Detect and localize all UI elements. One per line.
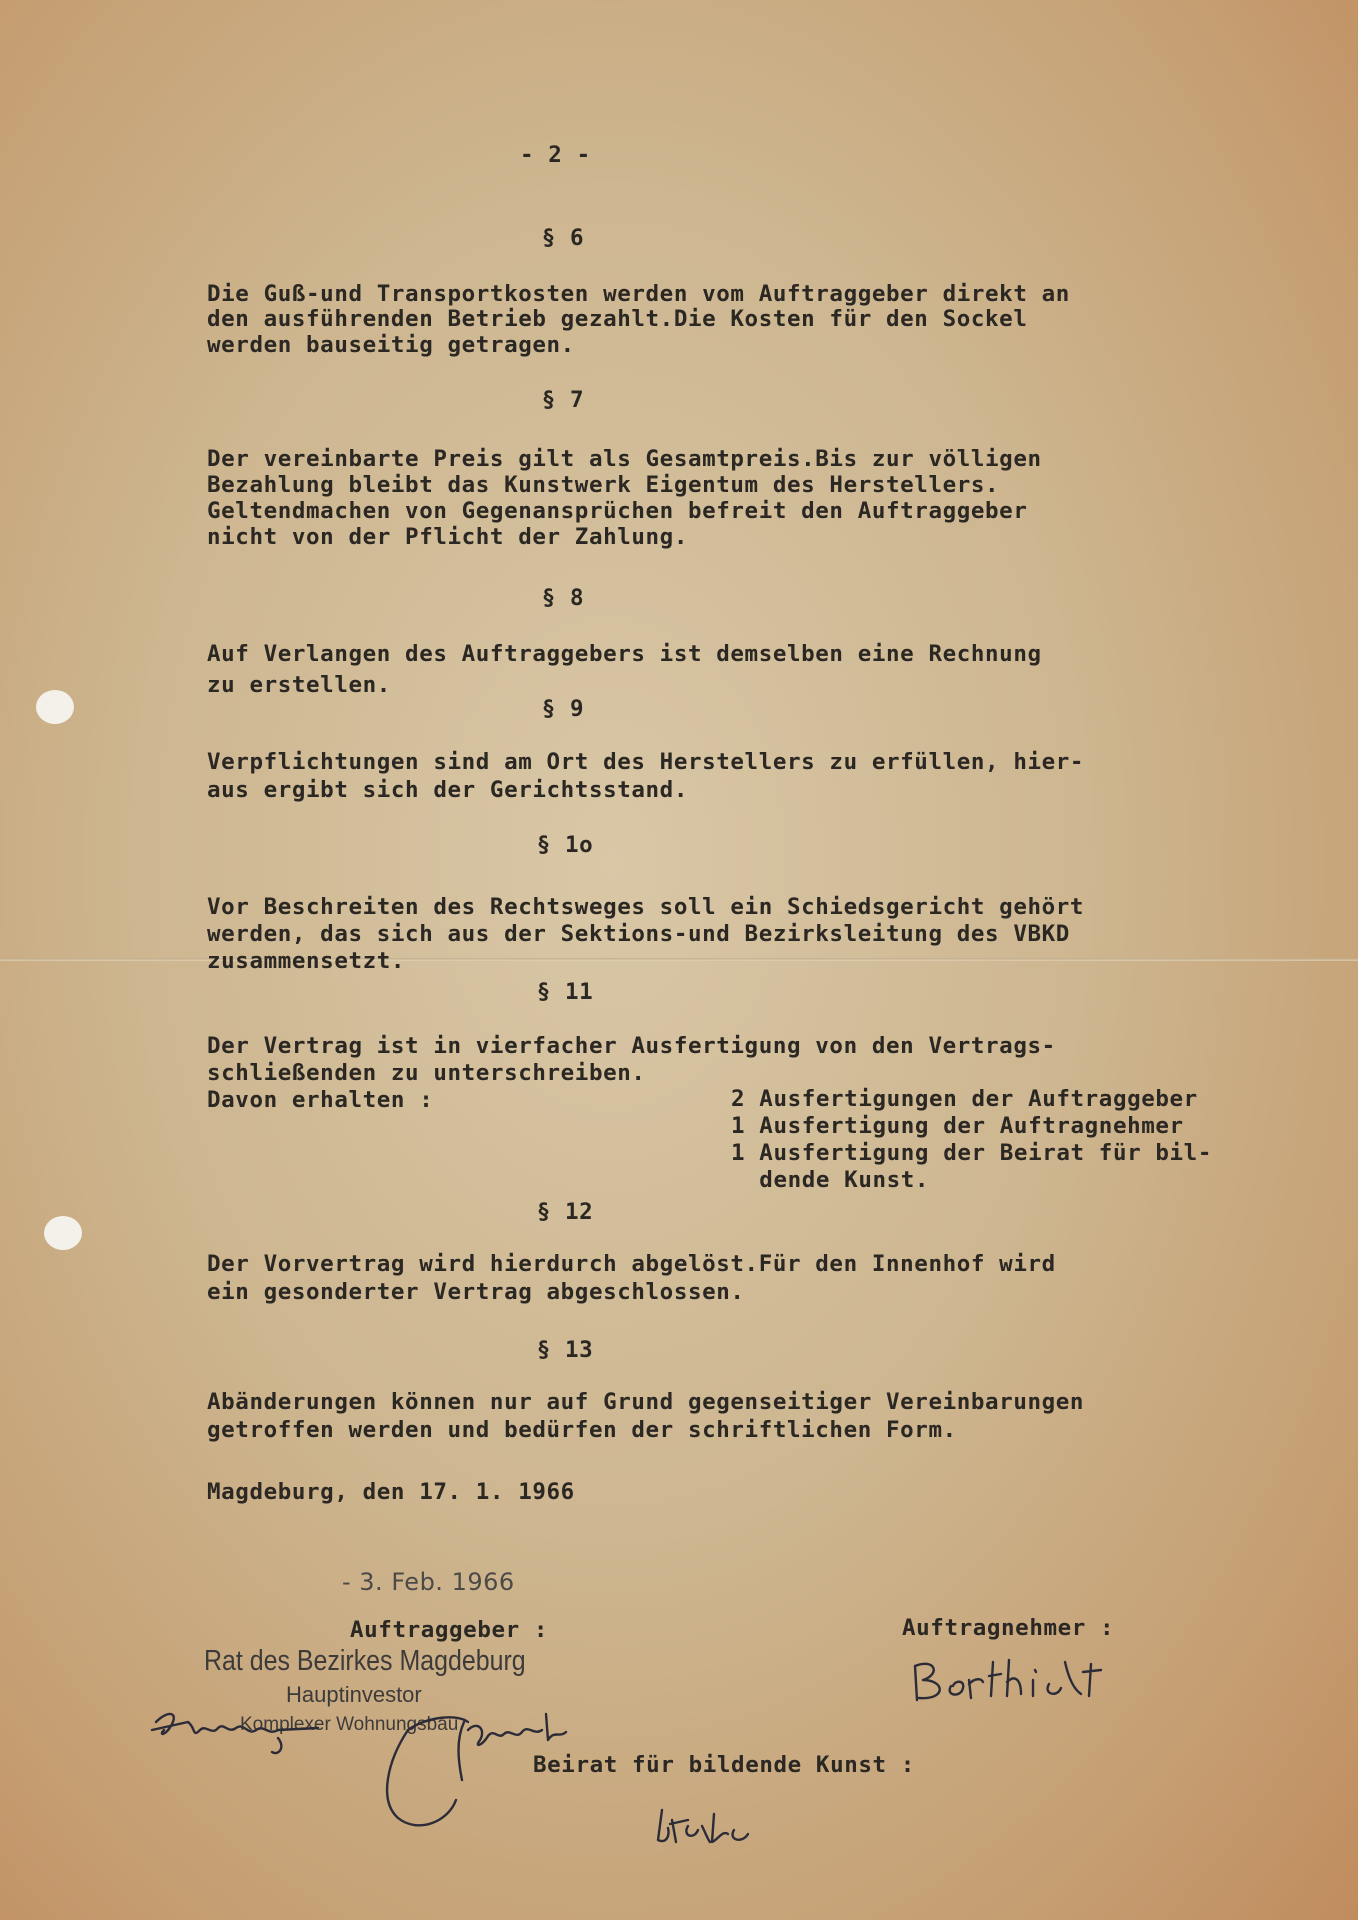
distribution-item: 1 Ausfertigung der Auftragnehmer [731,1113,1184,1139]
section-line: Auf Verlangen des Auftraggebers ist demselben eine Rechnung [207,641,1042,667]
section-heading: § 13 [536,1337,594,1363]
client-signature-1 [148,1700,338,1760]
section-line: getroffen werden und bedürfen der schriftlichen Form. [207,1417,957,1443]
section-line: werden bauseitig getragen. [207,332,575,358]
section-line: Davon erhalten : [207,1087,434,1113]
contractor-signature [905,1650,1205,1710]
section-heading: § 9 [541,696,585,722]
stamp-department: Hauptinvestor [286,1682,422,1707]
stamp-division: Komplexer Wohnungsbau [240,1714,459,1735]
distribution-item: 2 Ausfertigungen der Auftraggeber [731,1086,1198,1112]
section-heading: § 6 [541,225,585,251]
punch-hole [44,1216,82,1250]
section-line: ein gesonderter Vertrag abgeschlossen. [207,1279,745,1305]
page-number: - 2 - [520,142,591,168]
section-line: Die Guß-und Transportkosten werden vom Auftraggeber direkt an [207,281,1070,307]
punch-hole [36,690,74,724]
section-heading: § 12 [536,1199,594,1225]
received-date-stamp: - 3. Feb. 1966 [342,1568,515,1596]
client-label: Auftraggeber : [350,1617,549,1643]
section-heading: § 8 [541,585,585,611]
section-line: werden, das sich aus der Sektions-und Bezirksleitung des VBKD [207,921,1070,947]
section-heading: § 11 [536,979,594,1005]
section-line: Der Vertrag ist in vierfacher Ausfertigung von den Vertrags- [207,1033,1056,1059]
stamp-authority: Rat des Bezirkes Magdeburg [204,1645,526,1677]
section-line: den ausführenden Betrieb gezahlt.Die Kosten für den Sockel [207,306,1028,332]
section-line: aus ergibt sich der Gerichtsstand. [207,777,688,803]
advisory-board-label: Beirat für bildende Kunst : [533,1752,915,1778]
section-heading: § 7 [541,387,585,413]
section-line: Abänderungen können nur auf Grund gegenseitiger Vereinbarungen [207,1389,1085,1415]
section-line: zusammensetzt. [207,948,406,974]
section-line: nicht von der Pflicht der Zahlung. [207,524,688,550]
section-line: schließenden zu unterschreiben. [207,1060,646,1086]
place-date: Magdeburg, den 17. 1. 1966 [207,1479,575,1505]
section-line: Verpflichtungen sind am Ort des Herstellers zu erfüllen, hier- [207,749,1085,775]
section-line: Der Vorvertrag wird hierdurch abgelöst.Für den Innenhof wird [207,1251,1056,1277]
paper-fold [0,958,1358,961]
section-line: Geltendmachen von Gegenansprüchen befreit den Auftraggeber [207,498,1028,524]
section-line: Bezahlung bleibt das Kunstwerk Eigentum des Herstellers. [207,472,1000,498]
client-signature-2 [368,1700,668,1840]
section-line: Vor Beschreiten des Rechtsweges soll ein Schiedsgericht gehört [207,894,1085,920]
section-line: Der vereinbarte Preis gilt als Gesamtpreis.Bis zur völligen [207,446,1042,472]
section-line: zu erstellen. [207,672,391,698]
distribution-item: 1 Ausfertigung der Beirat für bil- [731,1140,1212,1166]
advisory-signature [648,1800,828,1860]
distribution-item: dende Kunst. [731,1167,930,1193]
section-heading: § 1o [536,832,594,858]
contractor-label: Auftragnehmer : [902,1615,1115,1641]
